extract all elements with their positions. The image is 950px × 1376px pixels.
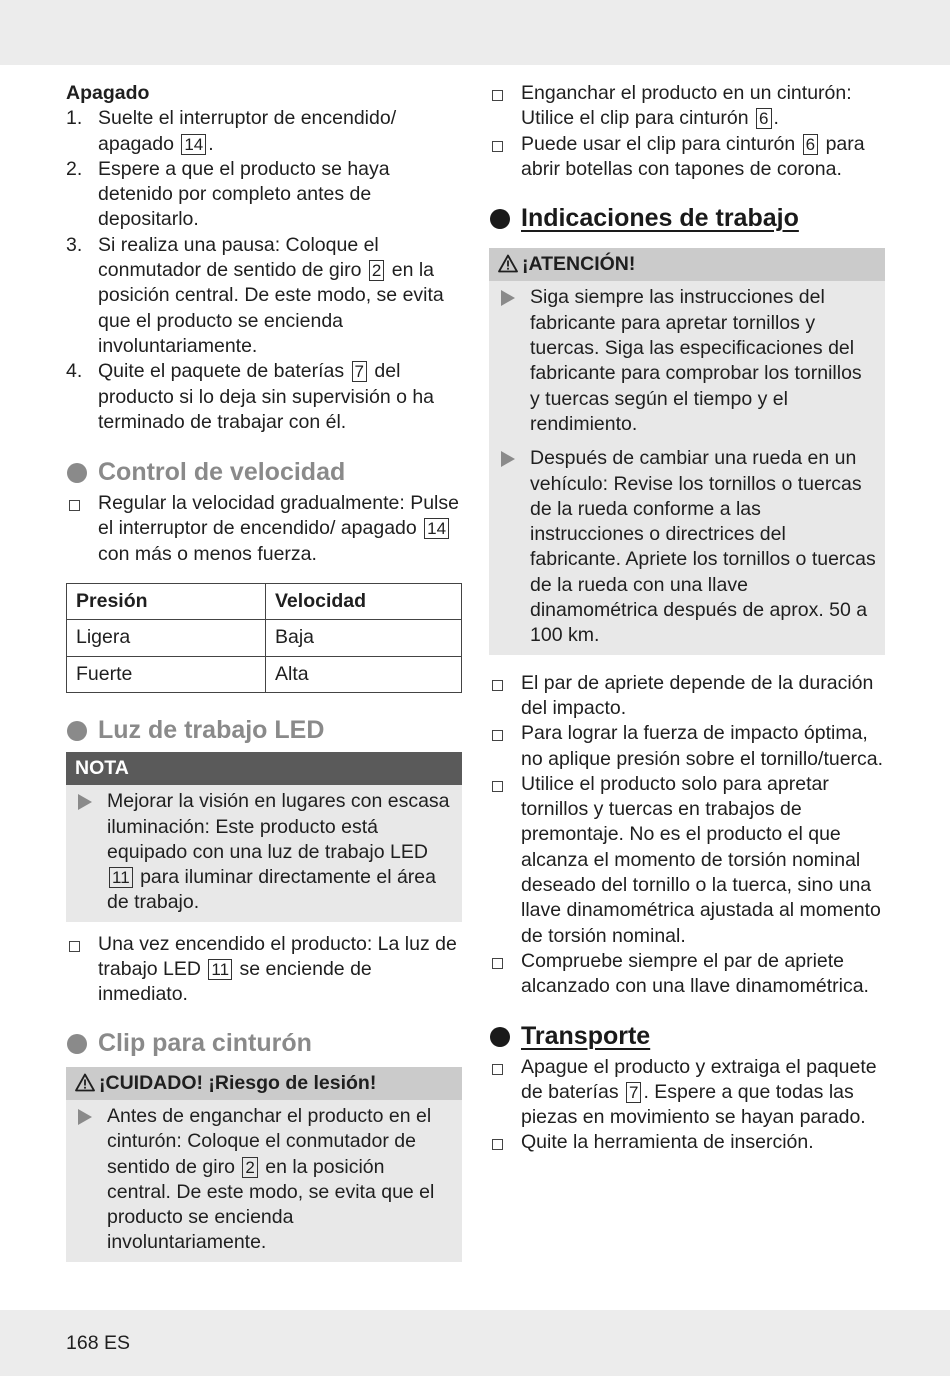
table-cell: Baja xyxy=(266,620,462,656)
warning-panel xyxy=(66,1067,462,1262)
arrow-right-icon xyxy=(501,451,515,467)
list-item: Utilice el producto solo para apretar tornillos y tuercas en trabajos de premontaje. No es el producto el que alcanza el momento de torsión nominal deseado del tornillo o la tuerca, sino una llave dinamométrica ajustada al momento de torsión nominal. xyxy=(489,772,885,949)
control-velocidad-heading: Control de velocidad xyxy=(66,456,462,488)
arrow-right-icon xyxy=(78,1109,92,1125)
checkbox-square-icon xyxy=(492,141,503,152)
bullet-dot-icon xyxy=(490,1027,510,1047)
reference-number: 14 xyxy=(181,134,206,155)
reference-number: 11 xyxy=(208,959,232,980)
speed-table xyxy=(66,583,462,693)
warning-body xyxy=(66,1100,462,1262)
clip-heading: Clip para cinturón xyxy=(66,1027,462,1059)
transporte-heading: Transporte xyxy=(489,1020,885,1052)
reference-number: 14 xyxy=(424,518,449,539)
page-number: 168 ES xyxy=(66,1332,130,1354)
list-item: El par de apriete depende de la duración del impacto. xyxy=(489,671,885,722)
reference-number: 7 xyxy=(626,1082,641,1103)
indicaciones-list xyxy=(489,671,885,1000)
note-body xyxy=(66,785,462,921)
checkbox-square-icon xyxy=(492,730,503,741)
list-item: Siga siempre las instrucciones del fabricante para apretar tornillos y tuercas. Siga las especificaciones del fabricante para comprobar los tornillos y tuercas según el tiempo y el rendimiento. xyxy=(498,285,876,437)
list-item: 3. Si realiza una pausa: Coloque el conmutador de sentido de giro 2 en la posición central. De este modo, se evita que el producto se encienda involuntariamente. xyxy=(66,233,444,357)
reference-number: 6 xyxy=(803,134,818,155)
attention-panel xyxy=(489,248,885,654)
list-item: Regular la velocidad gradualmente: Pulse el interruptor de encendido/ apagado 14 con más o menos fuerza. xyxy=(66,491,462,567)
indicaciones-heading: Indicaciones de trabajo xyxy=(489,202,885,234)
list-item: Para lograr la fuerza de impacto óptima, no aplique presión sobre el tornillo/tuerca. xyxy=(489,721,885,772)
checkbox-square-icon xyxy=(492,90,503,101)
transporte-list xyxy=(489,1055,885,1156)
table-cell: Alta xyxy=(266,656,462,692)
arrow-right-icon xyxy=(501,290,515,306)
reference-number: 7 xyxy=(352,361,367,382)
list-item: Después de cambiar una rueda en un vehículo: Revise los tornillos o tuercas de la rueda conforme a las instrucciones o directrices del fabricante. Apriete los tornillos o tuercas de la rueda con una llave dinamométrica después de aprox. 50 a 100 km. xyxy=(498,446,876,648)
footer-band xyxy=(0,1310,950,1376)
attention-title: ¡ATENCIÓN! xyxy=(489,248,885,281)
reference-number: 11 xyxy=(109,867,133,888)
reference-number: 2 xyxy=(369,260,384,281)
checkbox-square-icon xyxy=(492,1064,503,1075)
table-header-row xyxy=(67,584,462,620)
apagado-title: Apagado xyxy=(66,82,150,104)
list-item: Mejorar la visión en lugares con escasa iluminación: Este producto está equipado con una luz de trabajo LED 11 para iluminar directamente el área de trabajo. xyxy=(75,789,453,915)
table-cell: Fuerte xyxy=(67,656,266,692)
header-band xyxy=(0,0,950,65)
luz-led-list xyxy=(66,932,462,1008)
table-row xyxy=(67,656,462,692)
reference-number: 2 xyxy=(242,1157,257,1178)
checkbox-square-icon xyxy=(492,781,503,792)
list-item: Puede usar el clip para cinturón 6 para abrir botellas con tapones de corona. xyxy=(489,132,885,183)
bullet-dot-icon xyxy=(490,209,510,229)
luz-led-heading: Luz de trabajo LED xyxy=(66,714,462,746)
checkbox-square-icon xyxy=(492,680,503,691)
table-header: Velocidad xyxy=(266,584,462,620)
bullet-dot-icon xyxy=(67,463,87,483)
bullet-dot-icon xyxy=(67,1034,87,1054)
control-velocidad-list xyxy=(66,491,462,567)
list-item: Compruebe siempre el par de apriete alcanzado con una llave dinamométrica. xyxy=(489,949,885,1000)
note-panel xyxy=(66,752,462,922)
bullet-dot-icon xyxy=(67,721,87,741)
list-item: Enganchar el producto en un cinturón: Utilice el clip para cinturón 6 . xyxy=(489,81,885,132)
warning-title: ¡CUIDADO! ¡Riesgo de lesión! xyxy=(66,1067,462,1100)
checkbox-square-icon xyxy=(69,500,80,511)
right-column xyxy=(489,81,885,1156)
list-item: 1. Suelte el interruptor de encendido/ apagado 14 . xyxy=(66,107,397,155)
attention-body xyxy=(489,281,885,654)
checkbox-square-icon xyxy=(492,958,503,969)
checkbox-square-icon xyxy=(69,941,80,952)
apagado-steps xyxy=(66,106,462,435)
checkbox-square-icon xyxy=(492,1139,503,1150)
table-row xyxy=(67,620,462,656)
table-header: Presión xyxy=(67,584,266,620)
warning-triangle-icon xyxy=(75,1073,95,1092)
arrow-right-icon xyxy=(78,794,92,810)
list-item: 2. Espere a que el producto se haya detenido por completo antes de depositarlo. xyxy=(66,157,390,231)
list-item: Antes de enganchar el producto en el cinturón: Coloque el conmutador de sentido de giro 2 en la posición central. De este modo, se evita que el producto se encienda involuntariamente. xyxy=(75,1104,453,1256)
list-item: 4. Quite el paquete de baterías 7 del producto si lo deja sin supervisión o ha terminado de trabajar con él. xyxy=(66,360,435,433)
reference-number: 6 xyxy=(756,108,771,129)
clip-list xyxy=(489,81,885,182)
list-item: Una vez encendido el producto: La luz de trabajo LED 11 se enciende de inmediato. xyxy=(66,932,462,1008)
list-item: Quite la herramienta de inserción. xyxy=(489,1130,885,1155)
table-cell: Ligera xyxy=(67,620,266,656)
warning-triangle-icon xyxy=(498,254,518,273)
list-item: Apague el producto y extraiga el paquete de baterías 7 . Espere a que todas las piezas en movimiento se hayan parado. xyxy=(489,1055,885,1131)
note-title: NOTA xyxy=(66,752,462,785)
left-column xyxy=(66,81,462,1262)
